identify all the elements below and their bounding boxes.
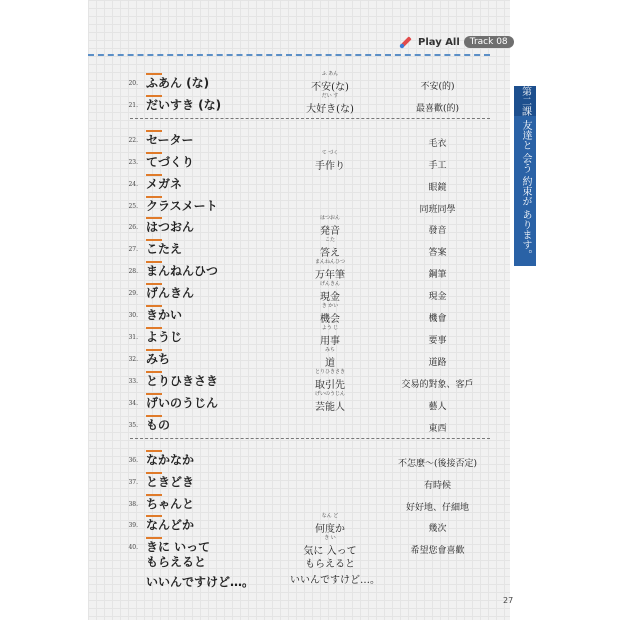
kanji-form: 万年筆 bbox=[315, 270, 345, 281]
kanji-form: 発音 bbox=[320, 226, 340, 237]
pitch-accent-mark bbox=[146, 515, 162, 517]
pitch-accent-mark bbox=[146, 494, 162, 496]
item-number: 37. bbox=[128, 479, 138, 486]
vocab-row bbox=[0, 348, 620, 370]
item-number: 32. bbox=[128, 356, 138, 363]
row40-kanji-line2: もらえると bbox=[305, 559, 355, 570]
row40-kana-line3: いいんですけど…。 bbox=[146, 575, 255, 589]
track-badge: Track 08 bbox=[464, 36, 514, 48]
item-number: 35. bbox=[128, 422, 138, 429]
pitch-accent-mark bbox=[146, 152, 162, 154]
audio-pen-icon bbox=[398, 34, 414, 50]
item-number: 33. bbox=[128, 378, 138, 385]
section-divider bbox=[130, 438, 490, 439]
item-number: 24. bbox=[128, 181, 138, 188]
furigana: て づく bbox=[321, 150, 339, 156]
pitch-accent-mark bbox=[146, 239, 162, 241]
kanji-form: 芸能人 bbox=[315, 402, 345, 413]
header-divider bbox=[88, 54, 490, 56]
item-number: 23. bbox=[128, 159, 138, 166]
meaning: 現金 bbox=[428, 292, 447, 302]
vocab-row bbox=[0, 260, 620, 282]
kanji-form: 気に 入って bbox=[303, 546, 357, 557]
pitch-accent-mark bbox=[146, 393, 162, 395]
item-number: 25. bbox=[128, 203, 138, 210]
kana-reading: こたえ bbox=[146, 240, 182, 257]
furigana: みち bbox=[324, 347, 335, 353]
kana-reading: ときどき bbox=[146, 473, 194, 490]
item-number: 39. bbox=[128, 522, 138, 529]
furigana: なん ど bbox=[321, 513, 339, 519]
row40-kana-line2: もらえると bbox=[146, 555, 207, 569]
vocab-row bbox=[0, 129, 620, 151]
item-number: 28. bbox=[128, 268, 138, 275]
meaning: 毛衣 bbox=[428, 139, 447, 149]
kanji-form: 道 bbox=[325, 358, 335, 369]
item-number: 27. bbox=[128, 246, 138, 253]
kana-reading: まんねんひつ bbox=[146, 262, 218, 279]
kana-reading: クラスメート bbox=[146, 197, 218, 214]
kanji-form: 手作り bbox=[315, 161, 345, 172]
vocab-row bbox=[0, 304, 620, 326]
pitch-accent-mark bbox=[146, 327, 162, 329]
pitch-accent-mark bbox=[146, 174, 162, 176]
kana-reading: はつおん bbox=[146, 218, 194, 235]
vocab-row bbox=[0, 514, 620, 536]
meaning: 答案 bbox=[428, 248, 447, 258]
kanji-form: 現金 bbox=[320, 292, 340, 303]
vocab-row bbox=[0, 238, 620, 260]
kana-reading: みち bbox=[146, 350, 170, 367]
meaning: 幾次 bbox=[428, 524, 447, 534]
kanji-form: 取引先 bbox=[315, 380, 345, 391]
kanji-form: 機会 bbox=[320, 314, 340, 325]
vocab-row bbox=[0, 216, 620, 238]
kana-reading: だいすき (な) bbox=[146, 96, 221, 113]
vocab-row bbox=[0, 392, 620, 414]
meaning: 東西 bbox=[428, 424, 447, 434]
pitch-accent-mark bbox=[146, 472, 162, 474]
vocab-row bbox=[0, 282, 620, 304]
vocab-row bbox=[0, 414, 620, 436]
kanji-form: 何度か bbox=[315, 524, 345, 535]
item-number: 26. bbox=[128, 224, 138, 231]
furigana: とりひきさき bbox=[314, 369, 345, 375]
vocab-row bbox=[0, 471, 620, 493]
meaning: 有時候 bbox=[423, 481, 451, 491]
item-number: 31. bbox=[128, 334, 138, 341]
kana-reading: ふあん (な) bbox=[146, 74, 209, 91]
kana-reading: げんきん bbox=[146, 284, 194, 301]
furigana: だい す bbox=[321, 93, 339, 99]
kana-reading: げいのうじん bbox=[146, 394, 218, 411]
kana-reading: もの bbox=[146, 416, 170, 433]
vocab-row bbox=[0, 72, 620, 94]
page-number: 27 bbox=[503, 596, 514, 605]
furigana: き い bbox=[324, 535, 336, 541]
meaning: 藝人 bbox=[428, 402, 447, 412]
furigana: き かい bbox=[321, 303, 339, 309]
vocab-row bbox=[0, 370, 620, 392]
furigana: こた bbox=[324, 237, 335, 243]
furigana: まんねんひつ bbox=[314, 259, 345, 265]
meaning: 不怎麼～(後接否定) bbox=[397, 459, 478, 469]
kana-reading: とりひきさき bbox=[146, 372, 218, 389]
kana-reading: ようじ bbox=[146, 328, 182, 345]
item-number: 20. bbox=[128, 80, 138, 87]
item-number: 36. bbox=[128, 457, 138, 464]
lesson-title: 友達と 会う 約束が あります。 bbox=[520, 120, 531, 260]
kana-reading: きかい bbox=[146, 306, 182, 323]
pitch-accent-mark bbox=[146, 450, 162, 452]
meaning: 最喜歡(的) bbox=[415, 104, 460, 114]
kanji-form: 答え bbox=[320, 248, 340, 259]
furigana: ふ あん bbox=[321, 71, 339, 77]
furigana: よう じ bbox=[321, 325, 339, 331]
lesson-number: 第二課 bbox=[514, 86, 536, 116]
meaning: 好好地、仔細地 bbox=[405, 503, 469, 513]
kanji-form: 用事 bbox=[320, 336, 340, 347]
pitch-accent-mark bbox=[146, 130, 162, 132]
pitch-accent-mark bbox=[146, 349, 162, 351]
pitch-accent-mark bbox=[146, 217, 162, 219]
pitch-accent-mark bbox=[146, 537, 162, 539]
vocab-row bbox=[0, 326, 620, 348]
item-number: 30. bbox=[128, 312, 138, 319]
kana-reading: ちゃんと bbox=[146, 495, 194, 512]
meaning: 道路 bbox=[428, 358, 447, 368]
kana-reading: てづくり bbox=[146, 153, 194, 170]
play-all-label[interactable]: Play All bbox=[418, 36, 460, 48]
furigana: げんきん bbox=[319, 281, 340, 287]
kanji-form: 不安(な) bbox=[311, 82, 349, 93]
meaning: 交易的對象、客戶 bbox=[401, 380, 474, 390]
vocab-row bbox=[0, 173, 620, 195]
meaning: 鋼筆 bbox=[428, 270, 447, 280]
vocab-row bbox=[0, 449, 620, 471]
item-number: 21. bbox=[128, 102, 138, 109]
vocab-row bbox=[0, 151, 620, 173]
kana-reading: きに いって bbox=[146, 538, 210, 555]
kana-reading: セーター bbox=[146, 131, 194, 148]
item-number: 29. bbox=[128, 290, 138, 297]
pitch-accent-mark bbox=[146, 196, 162, 198]
section-divider bbox=[130, 118, 490, 119]
pitch-accent-mark bbox=[146, 415, 162, 417]
pitch-accent-mark bbox=[146, 371, 162, 373]
pitch-accent-mark bbox=[146, 261, 162, 263]
pitch-accent-mark bbox=[146, 95, 162, 97]
meaning: 同班同學 bbox=[419, 205, 456, 215]
pitch-accent-mark bbox=[146, 283, 162, 285]
furigana: はつおん bbox=[319, 215, 340, 221]
meaning: 不安(的) bbox=[420, 82, 455, 92]
meaning: 手工 bbox=[428, 161, 447, 171]
vocab-row bbox=[0, 94, 620, 116]
item-number: 22. bbox=[128, 137, 138, 144]
meaning: 機會 bbox=[428, 314, 447, 324]
item-number: 38. bbox=[128, 501, 138, 508]
meaning: 眼鏡 bbox=[428, 183, 447, 193]
furigana: げいのうじん bbox=[314, 391, 345, 397]
kana-reading: なんどか bbox=[146, 516, 194, 533]
item-number: 34. bbox=[128, 400, 138, 407]
pitch-accent-mark bbox=[146, 305, 162, 307]
pitch-accent-mark bbox=[146, 73, 162, 75]
meaning: 發音 bbox=[428, 226, 447, 236]
meaning: 希望您會喜歡 bbox=[410, 546, 465, 556]
kanji-form: 大好き(な) bbox=[306, 104, 354, 115]
play-all-control[interactable] bbox=[398, 34, 514, 50]
kana-reading: メガネ bbox=[146, 175, 182, 192]
meaning: 要事 bbox=[428, 336, 447, 346]
kana-reading: なかなか bbox=[146, 451, 194, 468]
item-number: 40. bbox=[128, 544, 138, 551]
row40-kanji-line3: いいんですけど…。 bbox=[290, 575, 380, 586]
